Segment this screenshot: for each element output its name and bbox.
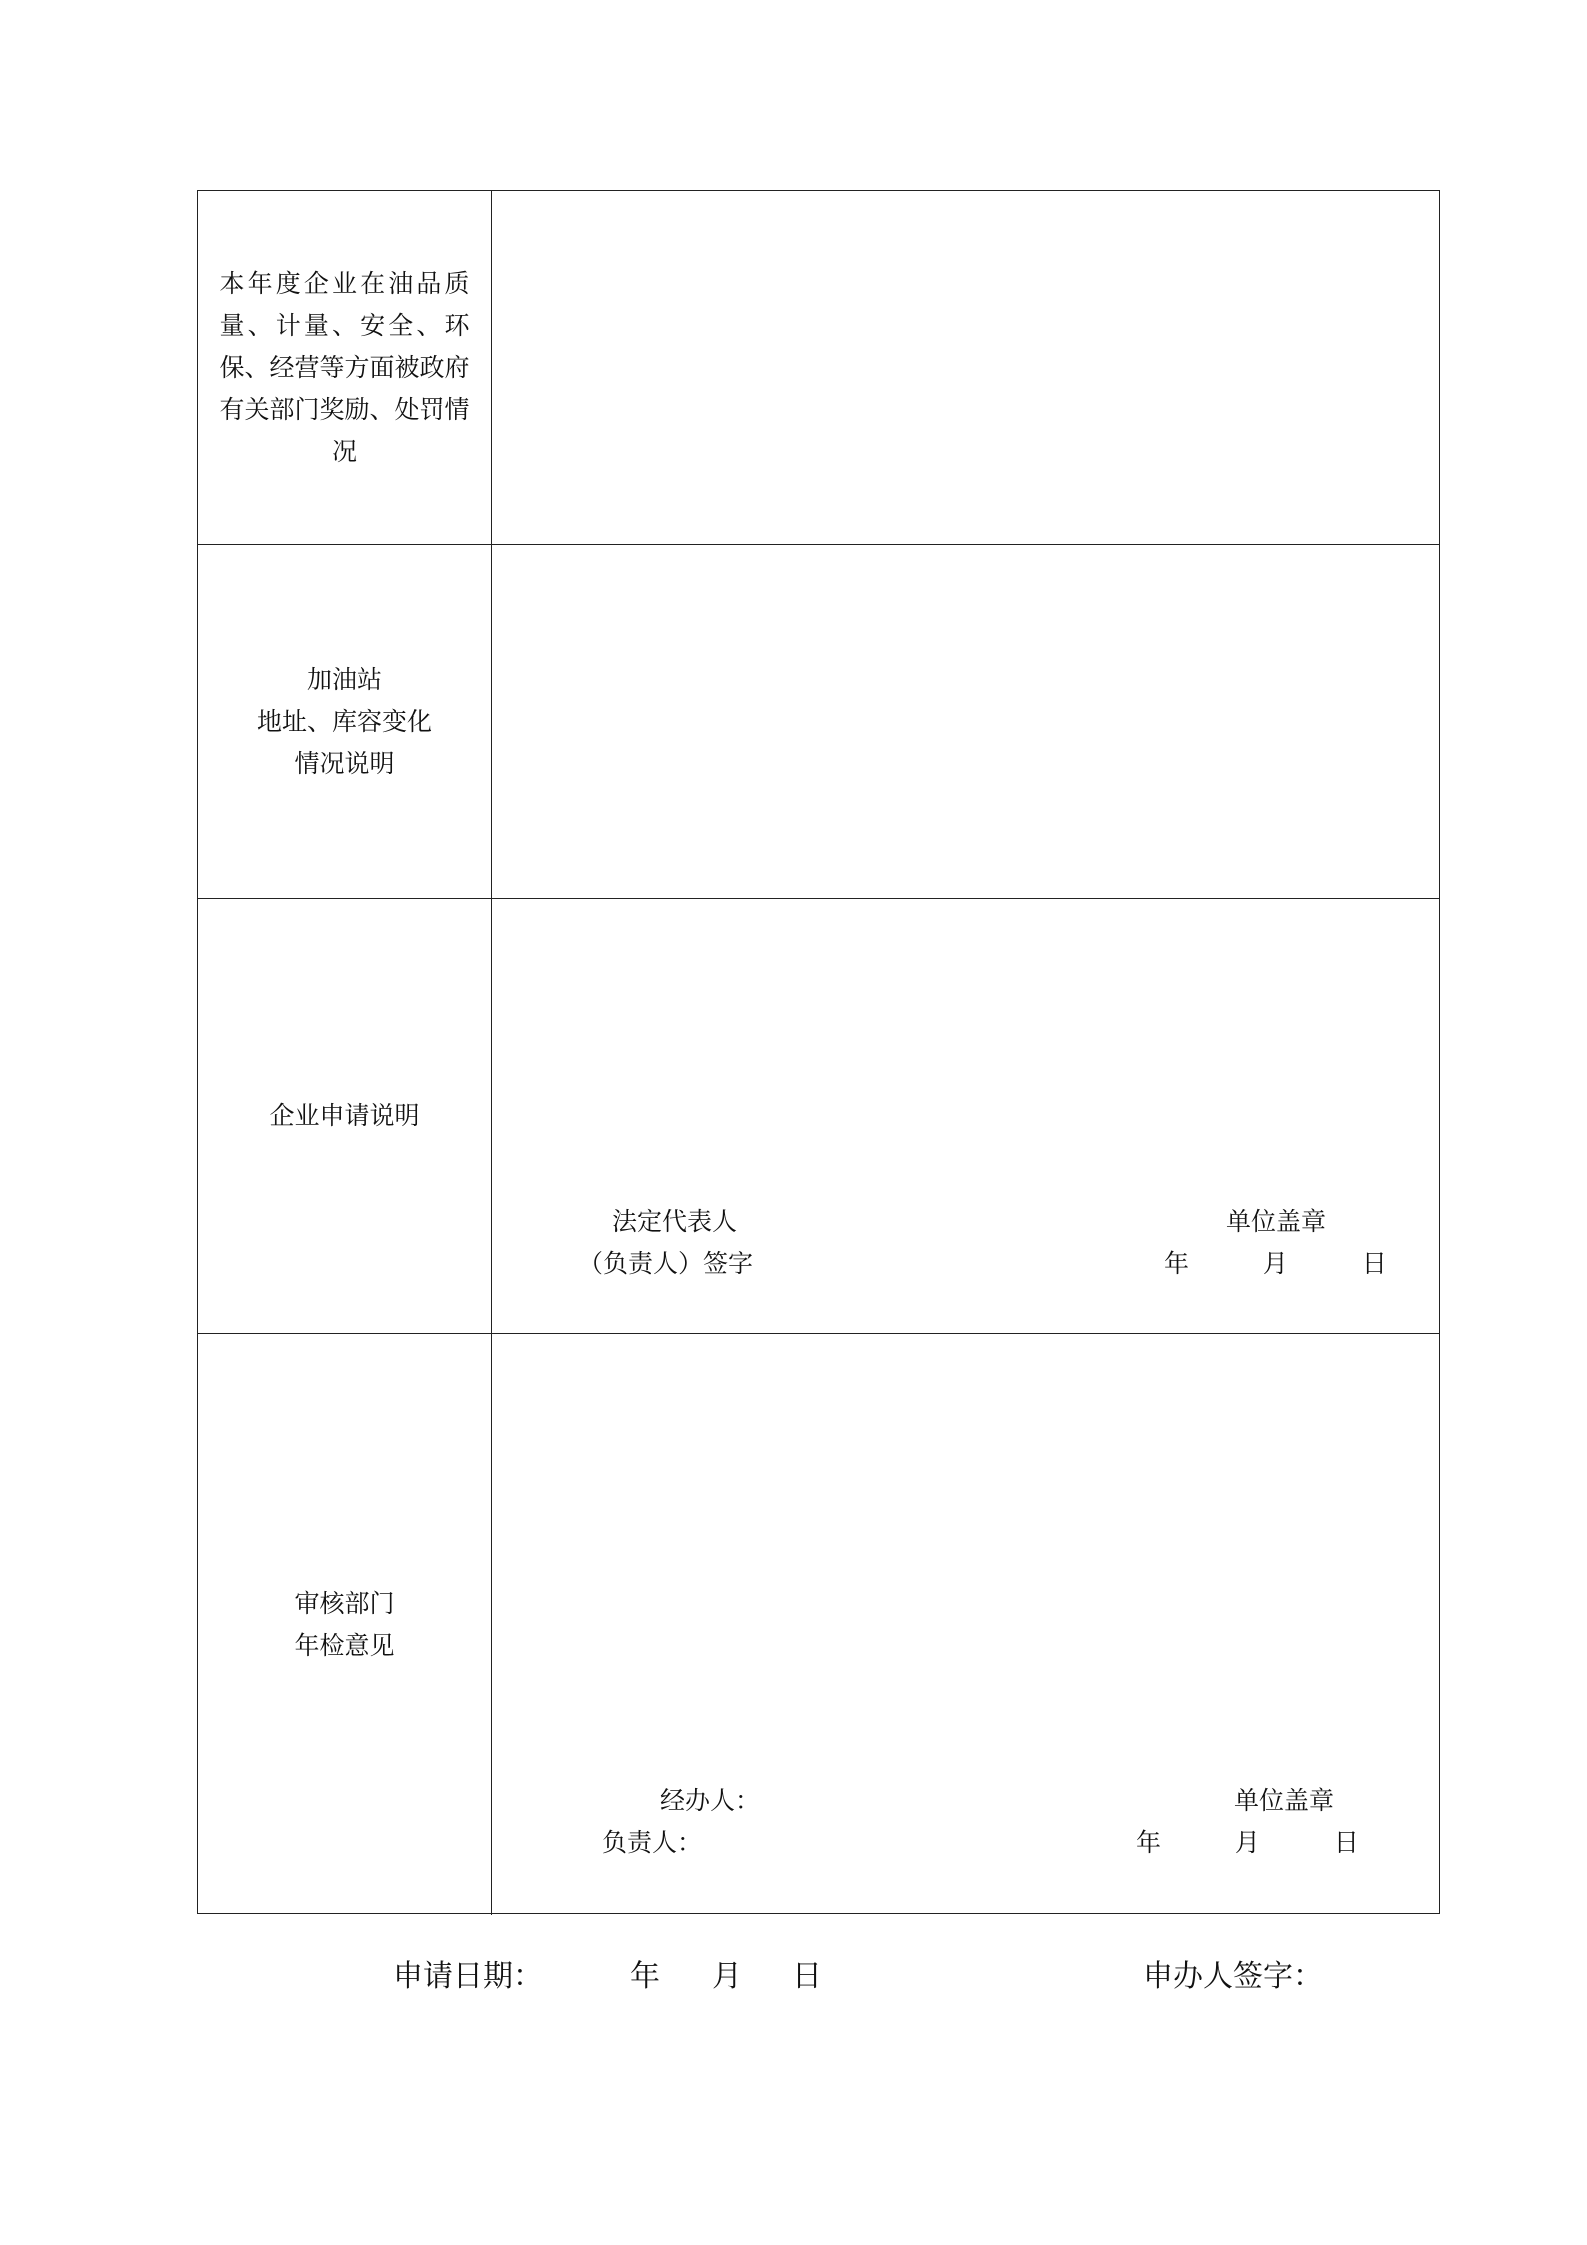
- awards-penalties-label: 本年度企业在油品质量、计量、安全、环保、经营等方面被政府有关部门奖励、处罚情况: [219, 268, 470, 466]
- application-seal-label: 单位盖章: [1226, 1207, 1327, 1236]
- application-day-label: 日: [1361, 1249, 1387, 1278]
- station-changes-label-line: 地址、库容变化: [256, 706, 432, 736]
- review-date-line: [1136, 1822, 1359, 1864]
- station-changes-content-cell[interactable]: [492, 545, 1439, 898]
- application-year-label: 年: [1164, 1249, 1190, 1278]
- row-enterprise-application: [198, 899, 1439, 1334]
- responsible-person-label: 负责人：: [602, 1828, 703, 1857]
- apply-date-year: 年: [630, 1959, 660, 1994]
- awards-penalties-content-cell[interactable]: [492, 191, 1439, 544]
- station-changes-label: [220, 659, 470, 785]
- application-date-line: [1164, 1243, 1387, 1285]
- review-content-cell[interactable]: [492, 1334, 1439, 1915]
- apply-date-day: 日: [792, 1959, 822, 1994]
- review-label-line: 年检意见: [294, 1630, 395, 1660]
- station-changes-label-line: 加油站: [306, 664, 382, 694]
- application-content-cell[interactable]: [492, 899, 1439, 1333]
- legal-representative-label: 法定代表人: [612, 1207, 738, 1236]
- review-label-cell: [198, 1334, 492, 1915]
- legal-representative-signature-label: （负责人）签字: [578, 1249, 754, 1278]
- row-awards-penalties: [198, 191, 1439, 545]
- application-label-cell: [198, 899, 492, 1333]
- apply-date-label: 申请日期：: [393, 1959, 543, 1994]
- review-label-line: 审核部门: [294, 1588, 395, 1618]
- review-year-label: 年: [1136, 1828, 1162, 1857]
- annual-inspection-form-table: [197, 190, 1440, 1914]
- awards-penalties-label-cell: [198, 191, 492, 544]
- application-label: 企业申请说明: [269, 1101, 420, 1130]
- apply-date-month: 月: [712, 1959, 742, 1994]
- applicant-signature-label: 申办人签字：: [1143, 1959, 1323, 1994]
- review-month-label: 月: [1234, 1828, 1260, 1857]
- review-label: [220, 1583, 470, 1667]
- station-changes-label-cell: [198, 545, 492, 898]
- application-month-label: 月: [1262, 1249, 1288, 1278]
- station-changes-label-line: 情况说明: [294, 748, 395, 778]
- review-day-label: 日: [1333, 1828, 1359, 1857]
- review-seal-label: 单位盖章: [1234, 1786, 1335, 1815]
- handler-label: 经办人：: [660, 1786, 761, 1815]
- row-station-changes: [198, 545, 1439, 899]
- row-review-opinion: [198, 1334, 1439, 1915]
